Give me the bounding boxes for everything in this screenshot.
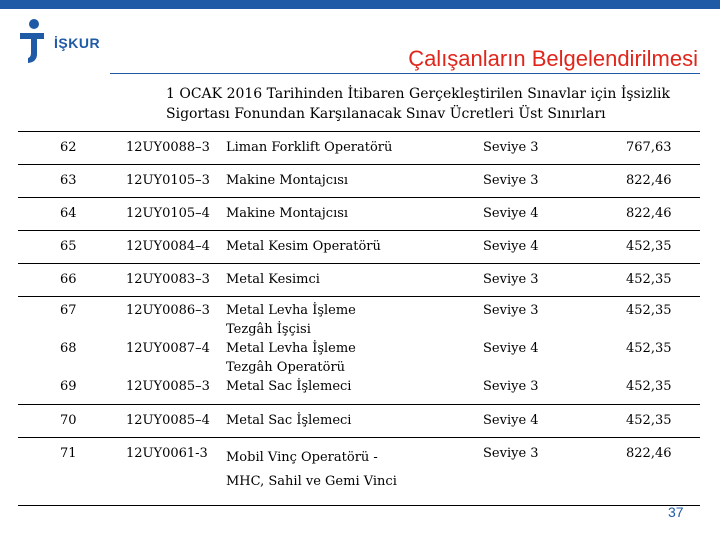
qualification-name: Metal Levha İşleme	[226, 303, 356, 318]
qualification-level: Seviye 4	[483, 341, 539, 356]
exam-fee: 452,35	[626, 239, 672, 254]
iskur-logo	[20, 18, 110, 68]
exam-fee: 452,35	[626, 272, 672, 287]
qualification-name: Metal Kesimci	[226, 272, 320, 287]
qualification-name-cont: Tezgâh İşçisi	[226, 322, 311, 337]
table-row	[18, 132, 700, 165]
exam-fee: 822,46	[626, 173, 672, 188]
qualification-code: 12UY0087–4	[126, 341, 210, 356]
qualification-name-cont: MHC, Sahil ve Gemi Vinci	[226, 474, 397, 489]
slide-title: Çalışanların Belgelendirilmesi	[408, 46, 698, 71]
row-number: 63	[60, 173, 77, 188]
iskur-logo-icon	[20, 18, 52, 64]
table-row	[18, 165, 700, 198]
qualification-level: Seviye 4	[483, 239, 539, 254]
row-number: 65	[60, 239, 77, 254]
table-row-group	[18, 297, 700, 405]
row-number: 69	[60, 379, 77, 394]
qualification-name: Mobil Vinç Operatörü -	[226, 450, 378, 465]
row-number: 67	[60, 303, 77, 318]
exam-fee: 452,35	[626, 341, 672, 356]
exam-fee: 822,46	[626, 446, 672, 461]
row-number: 66	[60, 272, 77, 287]
qualification-name: Makine Montajcısı	[226, 206, 349, 221]
row-number: 71	[60, 446, 77, 461]
qualification-code: 12UY0083–3	[126, 272, 210, 287]
exam-fee: 452,35	[626, 303, 672, 318]
qualification-name: Metal Levha İşleme	[226, 341, 356, 356]
qualification-level: Seviye 3	[483, 173, 539, 188]
qualification-code: 12UY0085–4	[126, 413, 210, 428]
exam-fee: 767,63	[626, 140, 672, 155]
exam-fee: 822,46	[626, 206, 672, 221]
subtitle-line-2: Sigortası Fonundan Karşılanacak Sınav Ücretleri Üst Sınırları	[166, 106, 606, 122]
qualification-name: Liman Forklift Operatörü	[226, 140, 393, 155]
table-row	[18, 438, 700, 506]
row-number: 68	[60, 341, 77, 356]
qualification-name: Metal Sac İşlemeci	[226, 379, 352, 394]
exam-fee: 452,35	[626, 413, 672, 428]
qualification-level: Seviye 3	[483, 140, 539, 155]
subtitle-line-1: 1 OCAK 2016 Tarihinden İtibaren Gerçekleştirilen Sınavlar için İşsizlik	[166, 86, 671, 102]
qualification-name: Makine Montajcısı	[226, 173, 349, 188]
qualification-code: 12UY0088–3	[126, 140, 210, 155]
table-row	[18, 231, 700, 264]
qualification-level: Seviye 3	[483, 446, 539, 461]
row-number: 70	[60, 413, 77, 428]
qualification-name: Metal Kesim Operatörü	[226, 239, 381, 254]
qualification-name-cont: Tezgâh Operatörü	[226, 360, 346, 375]
exam-fee-table	[18, 131, 700, 506]
qualification-level: Seviye 3	[483, 379, 539, 394]
title-divider	[110, 73, 700, 74]
qualification-code: 12UY0061-3	[126, 446, 208, 461]
page-number: 37	[668, 504, 684, 520]
logo-text: İŞKUR	[54, 35, 101, 51]
qualification-level: Seviye 4	[483, 413, 539, 428]
qualification-level: Seviye 4	[483, 206, 539, 221]
qualification-level: Seviye 3	[483, 303, 539, 318]
table-row	[18, 264, 700, 297]
row-number: 64	[60, 206, 77, 221]
table-row	[18, 198, 700, 231]
qualification-code: 12UY0086–3	[126, 303, 210, 318]
qualification-code: 12UY0105–4	[126, 206, 210, 221]
slide-subtitle	[166, 84, 706, 124]
exam-fee: 452,35	[626, 379, 672, 394]
top-accent-bar	[0, 0, 720, 9]
qualification-level: Seviye 3	[483, 272, 539, 287]
table-row	[18, 405, 700, 438]
row-number: 62	[60, 140, 77, 155]
qualification-name: Metal Sac İşlemeci	[226, 413, 352, 428]
qualification-code: 12UY0084–4	[126, 239, 210, 254]
qualification-code: 12UY0085–3	[126, 379, 210, 394]
qualification-code: 12UY0105–3	[126, 173, 210, 188]
